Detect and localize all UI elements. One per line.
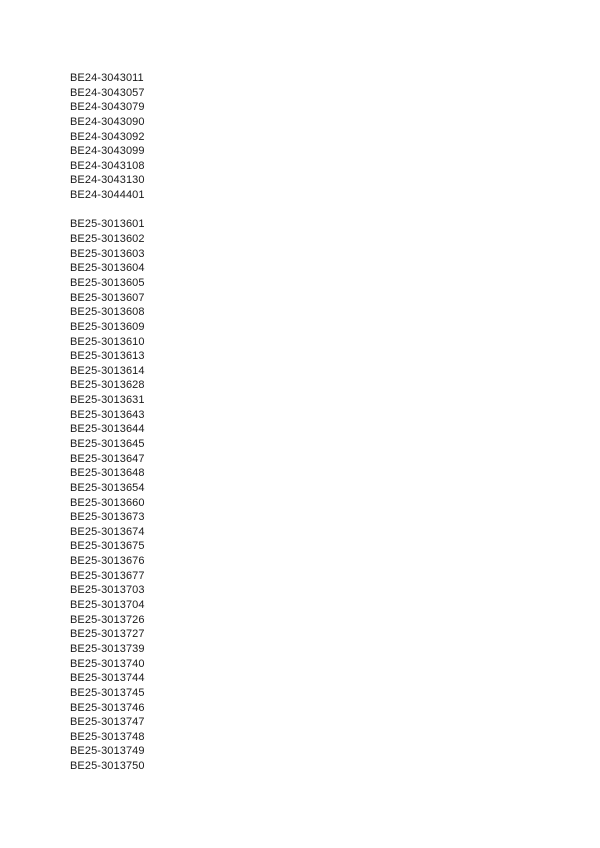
code-line: BE25-3013644 [70, 423, 145, 436]
code-line: BE24-3043057 [70, 86, 145, 99]
code-line: BE25-3013727 [70, 628, 145, 641]
code-line: BE24-3043099 [70, 145, 145, 158]
code-line: BE25-3013674 [70, 525, 145, 538]
code-line: BE25-3013602 [70, 233, 145, 246]
code-line: BE25-3013647 [70, 452, 145, 465]
code-line: BE25-3013749 [70, 745, 145, 758]
code-line: BE25-3013601 [70, 218, 145, 231]
code-line: BE24-3043090 [70, 115, 145, 128]
code-line: BE25-3013643 [70, 408, 145, 421]
code-line: BE25-3013726 [70, 613, 145, 626]
code-group-be24 [70, 71, 145, 203]
code-line: BE25-3013645 [70, 438, 145, 450]
code-line: BE25-3013609 [70, 320, 145, 333]
code-line: BE25-3013603 [70, 247, 145, 260]
code-line: BE25-3013614 [70, 364, 145, 377]
code-line: BE25-3013660 [70, 496, 145, 509]
code-line: BE24-3043130 [70, 174, 145, 187]
code-line: BE25-3013703 [70, 584, 145, 597]
code-line: BE25-3013748 [70, 730, 145, 743]
code-line: BE25-3013654 [70, 481, 145, 494]
code-line: BE25-3013750 [70, 760, 145, 773]
code-line: BE25-3013605 [70, 276, 145, 289]
code-line: BE24-3043092 [70, 130, 145, 143]
code-line: BE25-3013745 [70, 686, 145, 699]
code-line: BE25-3013610 [70, 335, 145, 348]
code-list [70, 71, 145, 774]
code-line: BE25-3013746 [70, 701, 145, 714]
code-line: BE25-3013673 [70, 511, 145, 524]
code-line: BE25-3013607 [70, 291, 145, 304]
code-line: BE24-3043108 [70, 159, 145, 172]
code-line: BE25-3013648 [70, 467, 145, 480]
code-group-be25 [70, 217, 145, 773]
code-line: BE24-3043079 [70, 101, 145, 114]
code-line: BE25-3013744 [70, 672, 145, 685]
code-line: BE25-3013675 [70, 540, 145, 553]
code-line: BE24-3043011 [70, 72, 144, 84]
code-line: BE25-3013704 [70, 599, 145, 612]
code-line: BE25-3013628 [70, 379, 145, 392]
code-line: BE25-3013739 [70, 642, 145, 655]
code-line: BE25-3013613 [70, 350, 145, 363]
code-line: BE25-3013677 [70, 569, 145, 582]
code-line: BE25-3013740 [70, 657, 145, 670]
code-line: BE25-3013631 [70, 394, 145, 407]
code-line: BE25-3013747 [70, 716, 145, 729]
code-line: BE25-3013608 [70, 306, 145, 319]
code-line: BE25-3013604 [70, 262, 145, 275]
code-line: BE24-3044401 [70, 189, 145, 202]
code-line: BE25-3013676 [70, 555, 145, 568]
